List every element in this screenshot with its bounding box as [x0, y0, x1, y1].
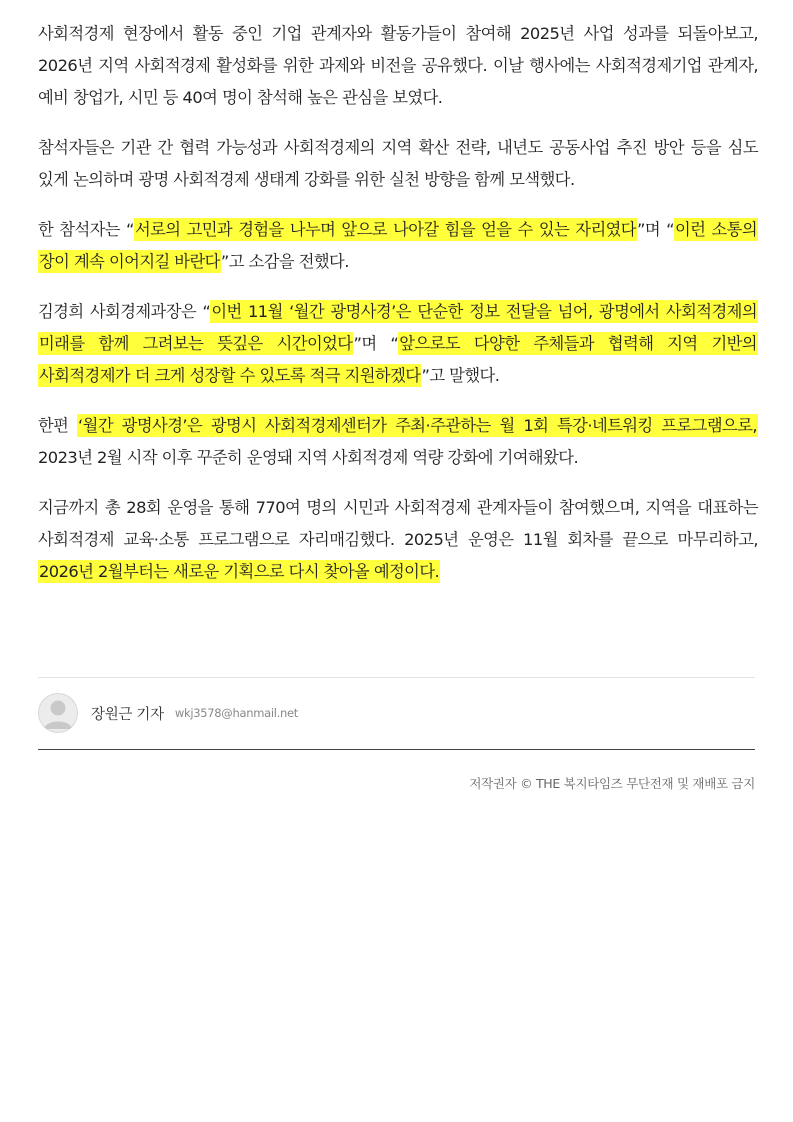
highlighted-text: 2026년 2월부터는 새로운 기획으로 다시 찾아올 예정이다. [39, 562, 440, 581]
highlighted-quote: 이런 소통의 장이 계속 이어지길 바란다 [39, 220, 758, 271]
article-body [38, 18, 758, 606]
byline-divider-bottom [38, 749, 755, 750]
highlighted-quote: 앞으로도 다양한 주체들과 협력해 지역 기반의 사회적경제가 더 크게 성장할 수 있도록 적극 지원하겠다 [39, 334, 757, 385]
paragraph-text: 지금까지 총 28회 운영을 통해 770여 명의 시민과 사회적경제 관계자들이 참여했으며, 지역을 대표하는 사회적경제 교육·소통 프로그램으로 자리매김했다. 2025년 운영은 11월 회차를 끝으로 마무리하고, [38, 498, 758, 549]
paragraph-text: 한 참석자는 “ [38, 220, 134, 239]
author-name[interactable]: 장원근 기자 [91, 706, 164, 723]
highlighted-text: ‘월간 광명사경’은 광명시 사회적경제센터가 주최·주관하는 월 1회 특강·네트워킹 프로그램으로, [78, 416, 758, 435]
article-paragraph-2: 참석자들은 기관 간 협력 가능성과 사회적경제의 지역 확산 전략, 내년도 공동사업 추진 방안 등을 심도 있게 논의하며 광명 사회적경제 생태계 강화를 위한 실천 방향을 함께 모색했다. [38, 138, 758, 189]
paragraph-text: ”며 “ [353, 334, 399, 353]
highlighted-quote: 이번 11월 ‘월간 광명사경’은 단순한 정보 전달을 넘어, 광명에서 사회적경제의 미래를 함께 그려보는 뜻깊은 시간이었다 [39, 302, 757, 353]
article-paragraph-5 [38, 410, 758, 474]
article-paragraph-4 [38, 296, 758, 392]
paragraph-text: ”고 말했다. [421, 366, 500, 385]
paragraph-text: ”며 “ [636, 220, 675, 239]
paragraph-text: 2023년 2월 시작 이후 꾸준히 운영돼 지역 사회적경제 역량 강화에 기여해왔다. [38, 448, 579, 467]
article-paragraph-1: 사회적경제 현장에서 활동 중인 기업 관계자와 활동가들이 참여해 2025년 사업 성과를 되돌아보고, 2026년 지역 사회적경제 활성화를 위한 과제와 비전을 공유했다. 이날 행사에는 사회적경제기업 관계자, 예비 창업가, 시민 등 40여 명이 참석해 높은 관심을 보였다. [38, 24, 758, 107]
byline-divider-top [38, 677, 755, 678]
paragraph-text: ”고 소감을 전했다. [220, 252, 349, 271]
paragraph-text: 한편 [38, 416, 78, 435]
article-paragraph-6 [38, 492, 758, 588]
author-email[interactable]: wkj3578@hanmail.net [174, 706, 298, 720]
byline [38, 692, 298, 734]
highlighted-quote: 서로의 고민과 경험을 나누며 앞으로 나아갈 힘을 얻을 수 있는 자리였다 [134, 220, 636, 239]
paragraph-text: 김경희 사회경제과장은 “ [38, 302, 211, 321]
article-paragraph-3 [38, 214, 758, 278]
copyright-notice: 저작권자 © THE 복지타임즈 무단전재 및 재배포 금지 [469, 776, 755, 791]
user-silhouette-icon [38, 693, 78, 733]
